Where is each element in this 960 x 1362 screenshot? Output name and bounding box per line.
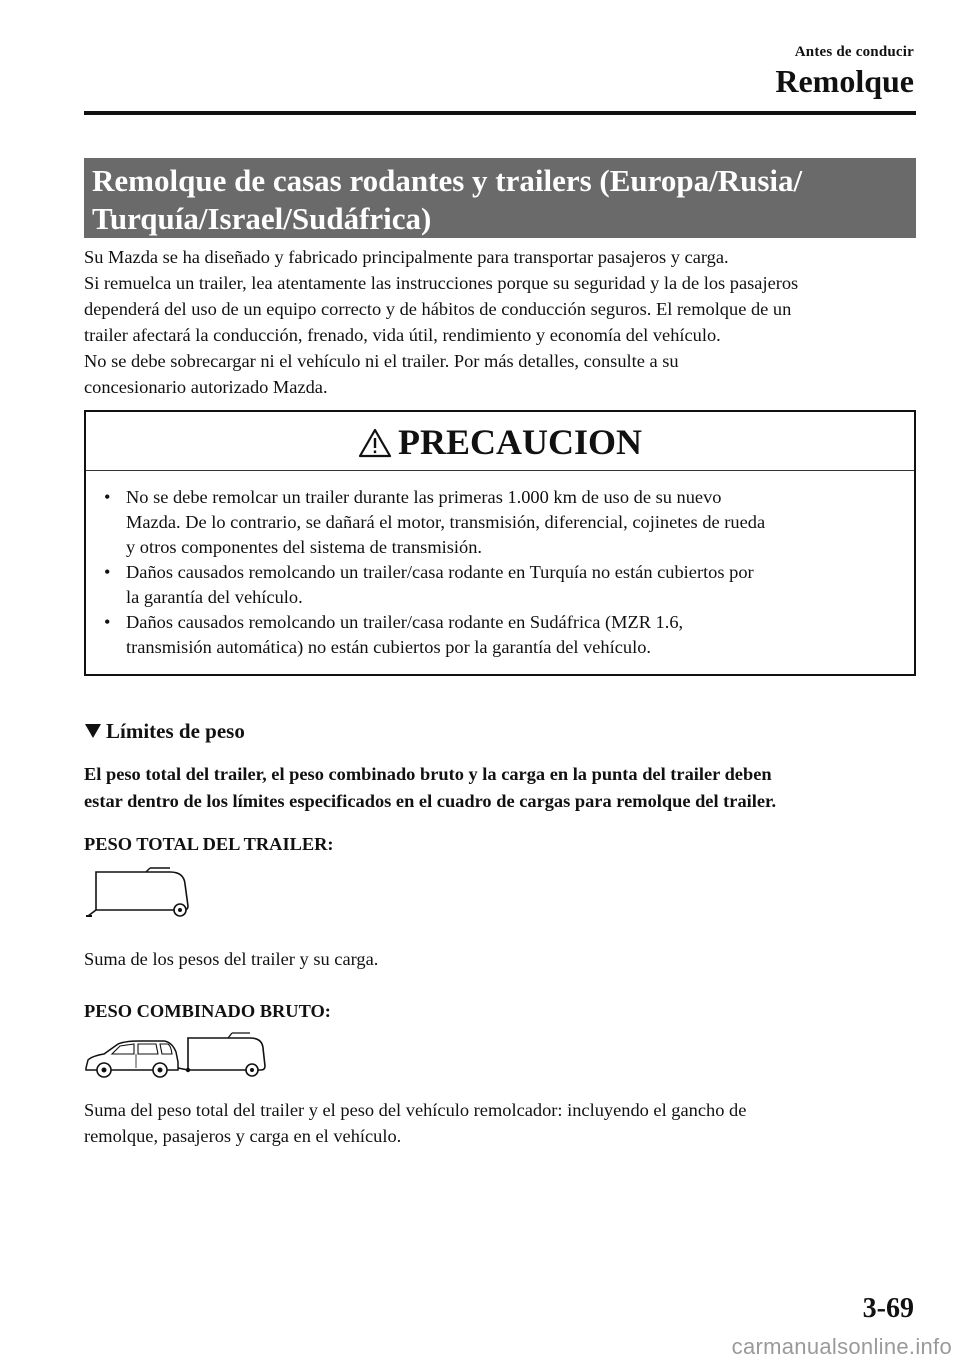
intro-line: Su Mazda se ha diseñado y fabricado principalmente para transportar pasajeros y carga. bbox=[84, 247, 729, 267]
limits-line: estar dentro de los límites especificados en el cuadro de cargas para remolque del trailer. bbox=[84, 791, 777, 811]
banner-line-1: Remolque de casas rodantes y trailers (Europa/Rusia/ bbox=[92, 163, 803, 198]
combined-desc-line: remolque, pasajeros y carga en el vehículo. bbox=[84, 1126, 402, 1146]
watermark: carmanualsonline.info bbox=[731, 1334, 952, 1359]
intro-line: Si remuelca un trailer, lea atentamente las instrucciones porque su seguridad y la de los pasajeros bbox=[84, 273, 799, 293]
caution-item bbox=[104, 560, 904, 610]
combined-weight-label: PESO COMBINADO BRUTO: bbox=[84, 1001, 331, 1021]
caution-line: la garantía del vehículo. bbox=[126, 587, 303, 607]
section-title: Remolque bbox=[775, 63, 914, 99]
caution-line: y otros componentes del sistema de transmisión. bbox=[126, 537, 483, 557]
limits-heading bbox=[84, 719, 245, 745]
limits-summary bbox=[84, 761, 916, 815]
intro-text bbox=[84, 244, 916, 400]
chapter-title: Antes de conducir bbox=[794, 44, 914, 60]
caution-line: Daños causados remolcando un trailer/casa rodante en Turquía no están cubiertos por bbox=[126, 562, 754, 582]
caution-box bbox=[84, 410, 916, 676]
intro-line: concesionario autorizado Mazda. bbox=[84, 377, 328, 397]
warning-triangle-icon bbox=[358, 416, 392, 476]
limits-line: El peso total del trailer, el peso combinado bruto y la carga en la punta del trailer deben bbox=[84, 764, 772, 784]
intro-line: trailer afectará la conducción, frenado, vida útil, rendimiento y economía del vehículo. bbox=[84, 325, 721, 345]
caution-line: No se debe remolcar un trailer durante las primeras 1.000 km de uso de su nuevo bbox=[126, 487, 722, 507]
caution-line: Mazda. De lo contrario, se dañará el motor, transmisión, diferencial, cojinetes de rueda bbox=[126, 512, 766, 532]
banner-line-2: Turquía/Israel/Sudáfrica) bbox=[92, 201, 432, 236]
trailer-illustration bbox=[84, 866, 194, 931]
combined-weight-desc bbox=[84, 1097, 916, 1149]
total-weight-desc: Suma de los pesos del trailer y su carga. bbox=[84, 949, 379, 969]
caution-header bbox=[86, 412, 914, 471]
header-rule bbox=[84, 111, 916, 115]
intro-line: No se debe sobrecargar ni el vehículo ni el trailer. Por más detalles, consulte a su bbox=[84, 351, 679, 371]
caution-line: transmisión automática) no están cubiertos por la garantía del vehículo. bbox=[126, 637, 651, 657]
caution-item bbox=[104, 610, 904, 660]
bullet-icon: • bbox=[104, 562, 111, 582]
triangle-down-icon bbox=[84, 720, 102, 745]
intro-line: dependerá del uso de un equipo correcto y de hábitos de conducción seguros. El remolque de un bbox=[84, 299, 792, 319]
limits-heading-text: Límites de peso bbox=[106, 719, 245, 743]
bullet-icon: • bbox=[104, 612, 111, 632]
caution-title: PRECAUCION bbox=[397, 422, 642, 462]
bullet-icon: • bbox=[104, 487, 111, 507]
caution-line: Daños causados remolcando un trailer/casa rodante en Sudáfrica (MZR 1.6, bbox=[126, 612, 684, 632]
combined-desc-line: Suma del peso total del trailer y el peso del vehículo remolcador: incluyendo el gancho de bbox=[84, 1100, 747, 1120]
running-head bbox=[775, 44, 914, 100]
page-number: 3-69 bbox=[862, 1293, 914, 1324]
total-weight-label: PESO TOTAL DEL TRAILER: bbox=[84, 834, 334, 854]
car-trailer-illustration bbox=[84, 1030, 274, 1093]
topic-banner bbox=[84, 158, 916, 238]
caution-item bbox=[104, 485, 904, 560]
caution-list bbox=[86, 471, 914, 660]
